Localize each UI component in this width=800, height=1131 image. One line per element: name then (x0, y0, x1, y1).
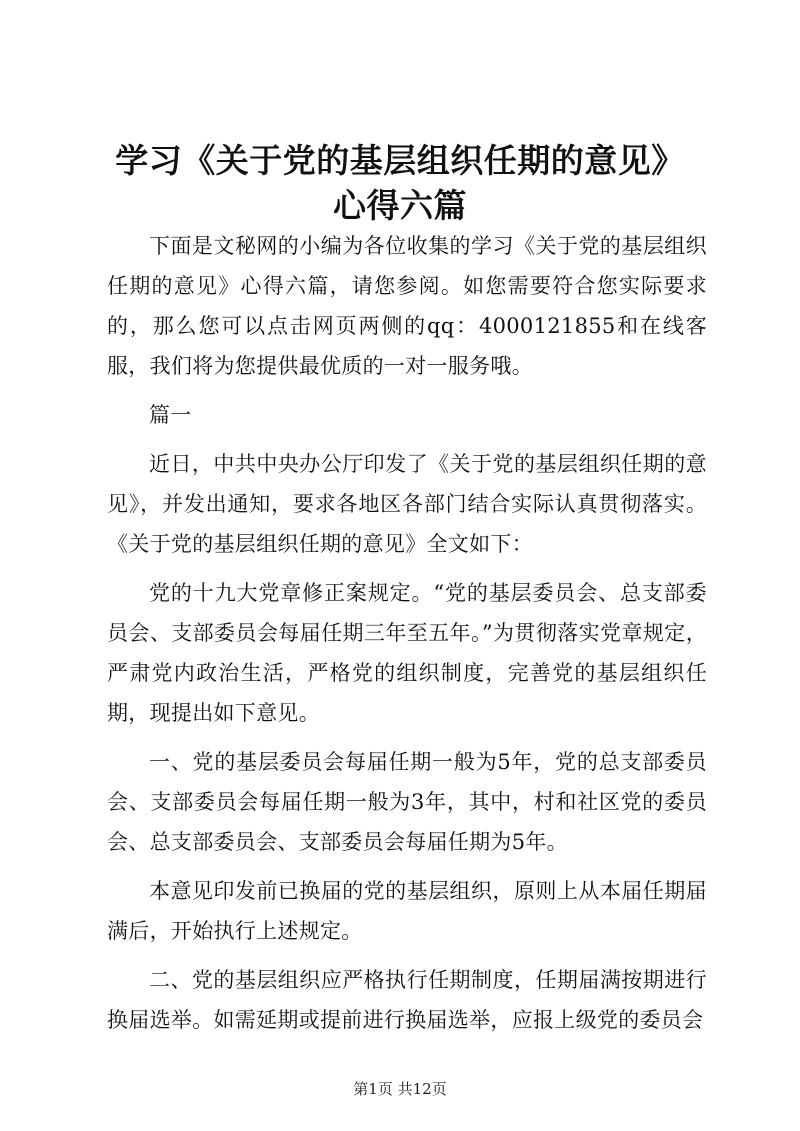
body-paragraph: 一、党的基层委员会每届任期一般为5年，党的总支部委员会、支部委员会每届任期一般为3年，其中，村和社区党的委员会、总支部委员会、支部委员会每届任期为5年。 (107, 750, 707, 854)
body-paragraph: 党的十九大党章修正案规定。“党的基层委员会、总支部委员会、支部委员会每届任期三年至五年。”为贯彻落实党章规定，严肃党内政治生活，严格党的组织制度，完善党的基层组织任期，现提出如下意见。 (107, 581, 707, 725)
body-paragraph: 近日，中共中央办公厅印发了《关于党的基层组织任期的意见》，并发出通知，要求各地区各部门结合实际认真贯彻落实。《关于党的基层组织任期的意见》全文如下： (107, 452, 707, 556)
document-body (107, 226, 707, 1049)
body-paragraph: 本意见印发前已换届的党的基层组织，原则上从本届任期届满后，开始执行上述规定。 (107, 879, 707, 943)
intro-paragraph: 下面是文秘网的小编为各位收集的学习《关于党的基层组织任期的意见》心得六篇，请您参阅。如您需要符合您实际要求的，那么您可以点击网页两侧的qq：4000121855和在线客服，我们将为您提供最优质的一对一服务哦。 (107, 234, 707, 378)
document-title: 学习《关于党的基层组织任期的意见》心得六篇 (115, 141, 685, 225)
body-paragraph: 二、党的基层组织应严格执行任期制度，任期届满按期进行换届选举。如需延期或提前进行换届选举，应报上级党的委员会 (107, 968, 707, 1032)
section-heading: 篇一 (149, 403, 192, 427)
page-number-footer: 第1页 共12页 (353, 1080, 447, 1098)
